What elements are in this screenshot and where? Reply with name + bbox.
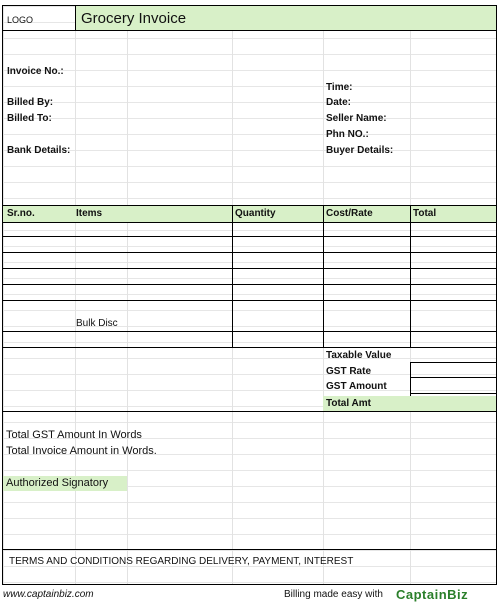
col-items: Items	[76, 208, 103, 219]
signatory-cell	[3, 476, 127, 491]
col-srno: Sr.no.	[7, 208, 35, 219]
brand-name-a: Captain	[396, 587, 448, 602]
date-label: Date:	[326, 97, 352, 108]
logo-placeholder: LOGO	[7, 15, 34, 25]
bank-details-label: Bank Details:	[7, 145, 71, 156]
billed-to-label: Billed To:	[7, 113, 52, 124]
tagline: Billing made easy with	[284, 589, 383, 600]
title-cell	[75, 6, 497, 31]
gst-in-words-label: Total GST Amount In Words	[6, 429, 142, 441]
page-title: Grocery Invoice	[81, 10, 187, 27]
gst-rate-label: GST Rate	[326, 366, 372, 377]
col-quantity: Quantity	[235, 208, 276, 219]
col-total: Total	[413, 208, 437, 219]
total-amt-row	[323, 396, 497, 411]
phn-no-label: Phn NO.:	[326, 129, 369, 140]
gst-amount-label: GST Amount	[326, 381, 387, 392]
billed-by-label: Billed By:	[7, 97, 54, 108]
footer	[0, 586, 500, 605]
brand-name-b: Biz	[447, 587, 469, 602]
total-amt-label: Total Amt	[326, 398, 371, 409]
terms-text: TERMS AND CONDITIONS REGARDING DELIVERY, PAYMENT, INTEREST	[9, 556, 354, 567]
bulk-disc-label: Bulk Disc	[76, 318, 118, 329]
invoice-no-label: Invoice No.:	[7, 66, 64, 77]
taxable-value-label: Taxable Value	[326, 350, 392, 361]
brand-logo	[396, 587, 468, 602]
seller-name-label: Seller Name:	[326, 113, 387, 124]
time-label: Time:	[326, 82, 353, 93]
website-link[interactable]: www.captainbiz.com	[3, 589, 94, 600]
invoice-in-words-label: Total Invoice Amount in Words.	[6, 445, 157, 457]
authorized-signatory-label: Authorized Signatory	[6, 477, 109, 489]
invoice-sheet	[2, 5, 497, 585]
buyer-details-label: Buyer Details:	[326, 145, 394, 156]
items-table-body	[3, 221, 497, 347]
col-cost-rate: Cost/Rate	[326, 208, 373, 219]
